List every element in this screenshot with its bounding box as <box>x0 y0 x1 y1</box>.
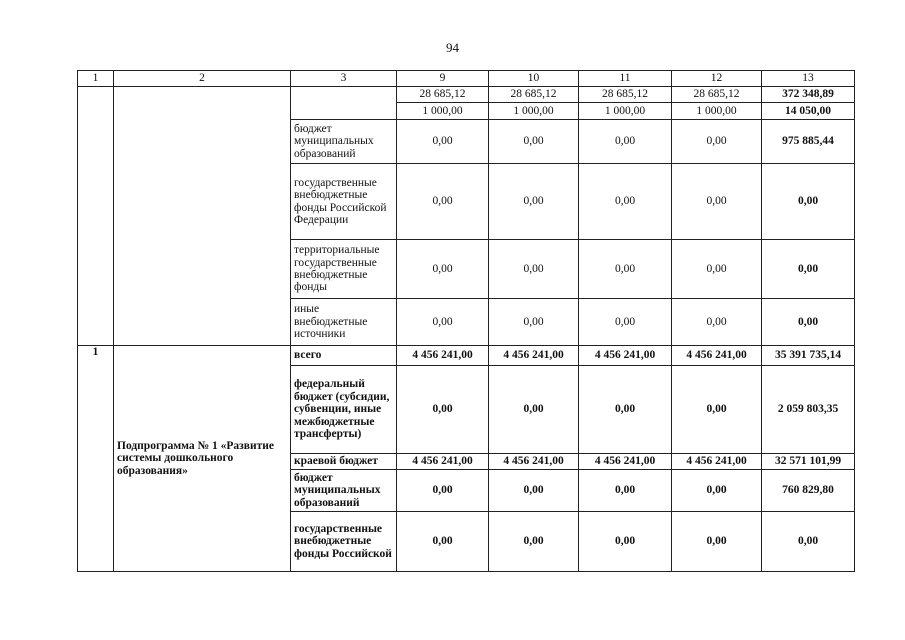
value-cell: 0,00 <box>489 120 579 164</box>
header-cell: 3 <box>291 71 397 87</box>
subprogram-number: 1 <box>78 346 114 572</box>
value-cell: 0,00 <box>672 299 762 346</box>
value-cell: 1 000,00 <box>489 103 579 120</box>
source-cell: территориальные государственные внебюджетные фонды <box>291 240 397 299</box>
value-cell: 4 456 241,00 <box>489 454 579 470</box>
page-number: 94 <box>446 40 459 55</box>
value-cell: 0,00 <box>579 164 672 240</box>
value-cell: 4 456 241,00 <box>672 346 762 366</box>
value-cell: 4 456 241,00 <box>397 454 489 470</box>
header-cell: 2 <box>114 71 291 87</box>
total-cell: 760 829,80 <box>762 470 855 512</box>
value-cell: 0,00 <box>672 120 762 164</box>
value-cell: 0,00 <box>672 470 762 512</box>
value-cell: 0,00 <box>489 366 579 454</box>
value-cell: 0,00 <box>579 240 672 299</box>
total-cell: 0,00 <box>762 512 855 572</box>
budget-table <box>77 70 855 572</box>
source-cell: иные внебюджетные источники <box>291 299 397 346</box>
number-cell <box>78 87 114 346</box>
value-cell: 0,00 <box>397 366 489 454</box>
value-cell: 0,00 <box>579 366 672 454</box>
value-cell: 4 456 241,00 <box>489 346 579 366</box>
value-cell: 0,00 <box>489 512 579 572</box>
value-cell: 0,00 <box>397 164 489 240</box>
header-cell: 11 <box>579 71 672 87</box>
value-cell: 4 456 241,00 <box>579 346 672 366</box>
value-cell: 0,00 <box>397 240 489 299</box>
value-cell: 0,00 <box>672 512 762 572</box>
value-cell: 28 685,12 <box>489 87 579 103</box>
header-row <box>78 71 855 87</box>
value-cell: 4 456 241,00 <box>672 454 762 470</box>
value-cell: 1 000,00 <box>579 103 672 120</box>
value-cell: 0,00 <box>489 470 579 512</box>
value-cell: 0,00 <box>489 164 579 240</box>
source-cell: бюджет муниципальных образований <box>291 120 397 164</box>
header-cell: 10 <box>489 71 579 87</box>
value-cell: 1 000,00 <box>397 103 489 120</box>
value-cell: 1 000,00 <box>672 103 762 120</box>
total-cell: 35 391 735,14 <box>762 346 855 366</box>
source-cell: государственные внебюджетные фонды Российской Федерации <box>291 164 397 240</box>
value-cell: 0,00 <box>397 470 489 512</box>
value-cell: 0,00 <box>672 240 762 299</box>
source-cell: всего <box>291 346 397 366</box>
total-cell: 2 059 803,35 <box>762 366 855 454</box>
value-cell: 0,00 <box>672 366 762 454</box>
source-cell: краевой бюджет <box>291 454 397 470</box>
value-cell: 0,00 <box>672 164 762 240</box>
total-cell: 14 050,00 <box>762 103 855 120</box>
header-cell: 9 <box>397 71 489 87</box>
total-cell: 0,00 <box>762 240 855 299</box>
header-cell: 13 <box>762 71 855 87</box>
value-cell: 0,00 <box>579 512 672 572</box>
total-cell: 372 348,89 <box>762 87 855 103</box>
total-cell: 0,00 <box>762 299 855 346</box>
value-cell: 0,00 <box>579 120 672 164</box>
value-cell: 0,00 <box>489 299 579 346</box>
table-row <box>78 346 855 366</box>
header-cell: 1 <box>78 71 114 87</box>
value-cell: 0,00 <box>579 470 672 512</box>
value-cell: 4 456 241,00 <box>579 454 672 470</box>
value-cell: 0,00 <box>397 299 489 346</box>
value-cell: 0,00 <box>579 299 672 346</box>
source-cell: федеральный бюджет (субсидии, субвенции, иные межбюджетные трансферты) <box>291 366 397 454</box>
source-cell: государственные внебюджетные фонды Российской <box>291 512 397 572</box>
total-cell: 32 571 101,99 <box>762 454 855 470</box>
value-cell: 28 685,12 <box>672 87 762 103</box>
source-cell <box>291 87 397 120</box>
value-cell: 0,00 <box>397 120 489 164</box>
name-cell <box>114 87 291 346</box>
value-cell: 0,00 <box>489 240 579 299</box>
value-cell: 28 685,12 <box>397 87 489 103</box>
value-cell: 4 456 241,00 <box>397 346 489 366</box>
total-cell: 0,00 <box>762 164 855 240</box>
header-cell: 12 <box>672 71 762 87</box>
value-cell: 28 685,12 <box>579 87 672 103</box>
total-cell: 975 885,44 <box>762 120 855 164</box>
table-row <box>78 87 855 103</box>
value-cell: 0,00 <box>397 512 489 572</box>
source-cell: бюджет муниципальных образований <box>291 470 397 512</box>
subprogram-title: Подпрограмма № 1 «Развитие системы дошкольного образования» <box>114 346 291 572</box>
